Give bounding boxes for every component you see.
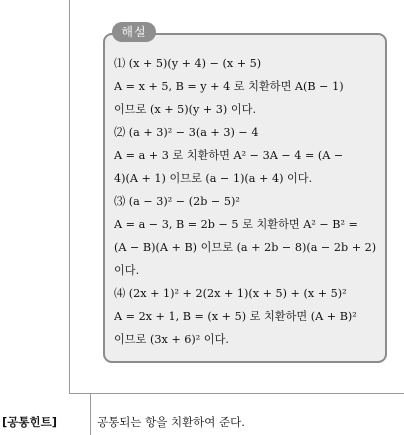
solution-line: A = a − 3, B = 2b − 5 로 치환하면 A² − B² = xyxy=(114,218,358,231)
solution-line: A = 2x + 1, B = (x + 5) 로 치환하면 (A + B)² xyxy=(114,310,357,323)
solution-line: ⑷ (2x + 1)² + 2(2x + 1)(x + 5) + (x + 5)² xyxy=(114,287,347,300)
solution-line: ⑶ (a − 3)² − (2b − 5)² xyxy=(114,195,240,208)
frame-divider xyxy=(69,393,404,394)
solution-body xyxy=(114,52,384,351)
solution-line: (A − B)(A + B) 이므로 (a + 2b − 8)(a − 2b + 2) xyxy=(114,241,377,254)
solution-line: A = a + 3 로 치환하면 A² − 3A − 4 = (A − xyxy=(114,149,344,162)
solution-line: 이므로 (x + 5)(y + 3) 이다. xyxy=(114,103,257,116)
hint-text: 공통되는 항을 치환하여 준다. xyxy=(97,415,245,429)
solution-tag: 해설 xyxy=(112,22,156,42)
solution-line: 4)(A + 1) 이므로 (a − 1)(a + 4) 이다. xyxy=(114,172,313,185)
solution-line: 이다. xyxy=(114,264,140,277)
frame-left-border xyxy=(69,0,70,393)
solution-line: A = x + 5, B = y + 4 로 치환하면 A(B − 1) xyxy=(114,80,344,93)
hint-label: [공통힌트] xyxy=(2,415,57,429)
solution-line: 이므로 (3x + 6)² 이다. xyxy=(114,333,229,346)
hint-separator xyxy=(90,394,91,435)
solution-line: ⑵ (a + 3)² − 3(a + 3) − 4 xyxy=(114,126,259,139)
solution-line: ⑴ (x + 5)(y + 4) − (x + 5) xyxy=(114,57,262,70)
